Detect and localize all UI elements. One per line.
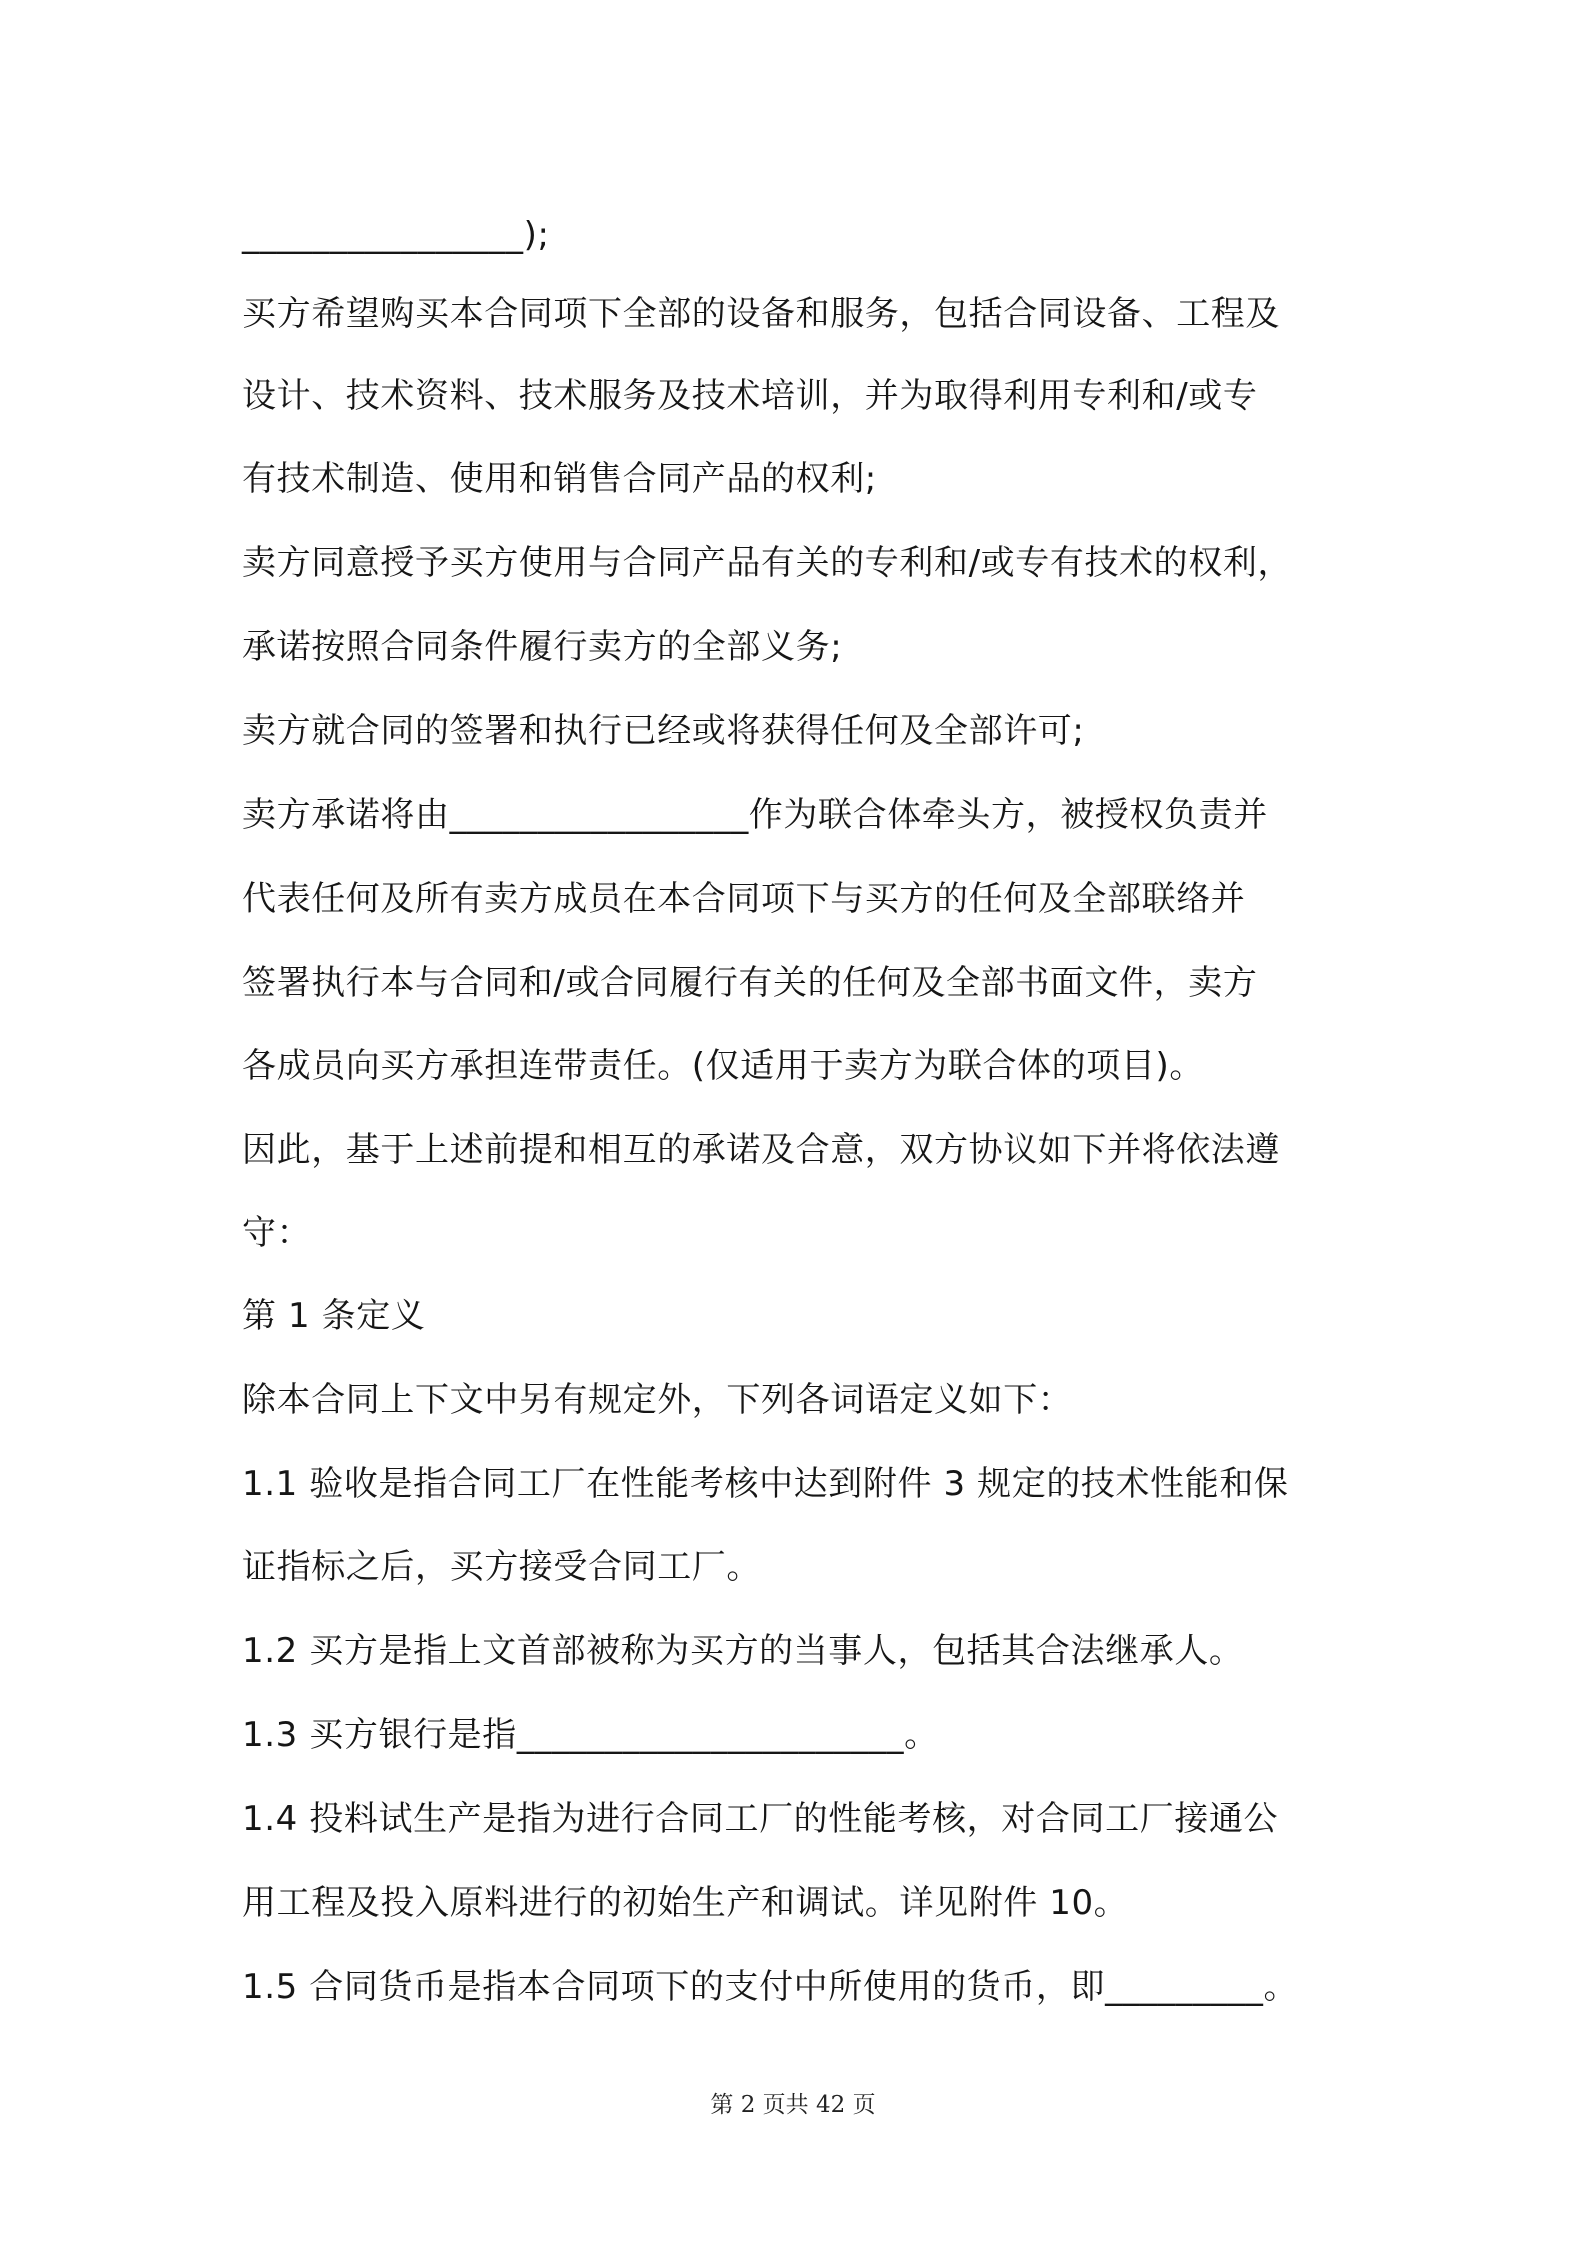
text-line: 1.2 买方是指上文首部被称为买方的当事人，包括其合法继承人。 [242, 1631, 1244, 1671]
text-line: 设计、技术资料、技术服务及技术培训，并为取得利用专利和/或专 [242, 376, 1258, 416]
text-line: 承诺按照合同条件履行卖方的全部义务; [242, 627, 843, 667]
text-line: 因此，基于上述前提和相互的承诺及合意，双方协议如下并将依法遵 [242, 1130, 1280, 1170]
text-line: 签署执行本与合同和/或合同履行有关的任何及全部书面文件，卖方 [242, 963, 1258, 1003]
text-line: 除本合同上下文中另有规定外，下列各词语定义如下： [242, 1380, 1073, 1420]
text-line: 用工程及投入原料进行的初始生产和调试。详见附件 10。 [242, 1883, 1129, 1923]
text-line: 有技术制造、使用和销售合同产品的权利; [242, 459, 877, 499]
text-line: 1.4 投料试生产是指为进行合同工厂的性能考核，对合同工厂接通公 [242, 1799, 1279, 1839]
text-line: 卖方同意授予买方使用与合同产品有关的专利和/或专有技术的权利， [242, 543, 1293, 583]
text-line: 1.1 验收是指合同工厂在性能考核中达到附件 3 规定的技术性能和保 [242, 1464, 1289, 1504]
text-line: 1.5 合同货币是指本合同项下的支付中所使用的货币，即_________。 [242, 1967, 1299, 2007]
text-line: 证指标之后，买方接受合同工厂。 [242, 1547, 761, 1587]
text-line: 守： [242, 1213, 312, 1253]
text-line: 1.3 买方银行是指______________________。 [242, 1715, 939, 1755]
text-line: 代表任何及所有卖方成员在本合同项下与买方的任何及全部联络并 [242, 879, 1246, 919]
text-line: 卖方就合同的签署和执行已经或将获得任何及全部许可; [242, 711, 1085, 751]
text-line: ________________); [242, 215, 550, 255]
text-line: 卖方承诺将由_________________作为联合体牵头方，被授权负责并 [242, 795, 1268, 835]
text-line: 买方希望购买本合同项下全部的设备和服务，包括合同设备、工程及 [242, 294, 1280, 334]
text-line: 各成员向买方承担连带责任。(仅适用于卖方为联合体的项目)。 [242, 1046, 1204, 1086]
section-heading: 第 1 条定义 [242, 1296, 426, 1336]
page-number-footer: 第 2 页共 42 页 [710, 2092, 876, 2118]
